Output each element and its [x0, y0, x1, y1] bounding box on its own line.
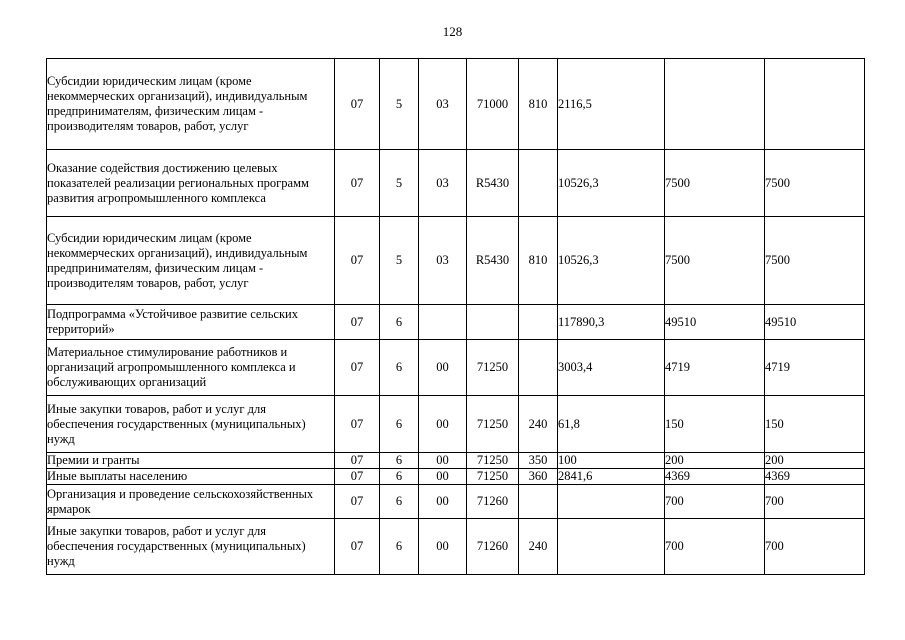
event-code-cell: 00 [419, 340, 467, 396]
expense-type-cell: 360 [519, 469, 558, 485]
subprogram-code-cell: 6 [380, 340, 419, 396]
amount-year3-cell: 700 [765, 485, 865, 519]
row-name-cell: Иные закупки товаров, работ и услуг для обеспечения государственных (муниципальных) нужд [47, 396, 335, 453]
row-name-cell: Субсидии юридическим лицам (кроме некоммерческих организаций), индивидуальным предпринимателям, физическим лицам - производителям товаров, работ, услуг [47, 59, 335, 150]
subprogram-code-cell: 6 [380, 469, 419, 485]
amount-year1-cell: 2116,5 [558, 59, 665, 150]
subprogram-code-cell: 6 [380, 305, 419, 340]
subprogram-code-cell: 5 [380, 59, 419, 150]
event-code-cell: 00 [419, 469, 467, 485]
expense-type-cell: 810 [519, 217, 558, 305]
section-code-cell: 07 [335, 519, 380, 575]
section-code-cell: 07 [335, 59, 380, 150]
amount-year2-cell: 4719 [665, 340, 765, 396]
row-name-cell: Материальное стимулирование работников и организаций агропромышленного комплекса и обслуживающих организаций [47, 340, 335, 396]
row-name-cell: Организация и проведение сельскохозяйственных ярмарок [47, 485, 335, 519]
target-article-cell [467, 305, 519, 340]
event-code-cell: 00 [419, 485, 467, 519]
row-name-cell: Премии и гранты [47, 453, 335, 469]
event-code-cell: 03 [419, 217, 467, 305]
amount-year1-cell: 3003,4 [558, 340, 665, 396]
section-code-cell: 07 [335, 305, 380, 340]
expense-type-cell: 240 [519, 396, 558, 453]
amount-year2-cell: 200 [665, 453, 765, 469]
amount-year1-cell: 61,8 [558, 396, 665, 453]
section-code-cell: 07 [335, 485, 380, 519]
table-row [47, 305, 865, 340]
target-article-cell: 71260 [467, 519, 519, 575]
expense-type-cell [519, 340, 558, 396]
table-row [47, 469, 865, 485]
amount-year3-cell: 7500 [765, 150, 865, 217]
amount-year2-cell: 700 [665, 519, 765, 575]
table-row [47, 217, 865, 305]
table-row [47, 59, 865, 150]
expense-type-cell: 350 [519, 453, 558, 469]
event-code-cell [419, 305, 467, 340]
amount-year1-cell: 2841,6 [558, 469, 665, 485]
table-row [47, 485, 865, 519]
amount-year3-cell: 150 [765, 396, 865, 453]
amount-year2-cell: 7500 [665, 150, 765, 217]
event-code-cell: 03 [419, 150, 467, 217]
subprogram-code-cell: 6 [380, 453, 419, 469]
amount-year2-cell: 7500 [665, 217, 765, 305]
amount-year1-cell: 117890,3 [558, 305, 665, 340]
amount-year1-cell [558, 519, 665, 575]
table-row [47, 453, 865, 469]
subprogram-code-cell: 5 [380, 150, 419, 217]
table-row [47, 519, 865, 575]
budget-table-body [47, 59, 865, 575]
amount-year1-cell: 10526,3 [558, 150, 665, 217]
event-code-cell: 00 [419, 453, 467, 469]
target-article-cell: R5430 [467, 150, 519, 217]
amount-year3-cell: 49510 [765, 305, 865, 340]
amount-year3-cell: 4719 [765, 340, 865, 396]
expense-type-cell [519, 305, 558, 340]
amount-year1-cell [558, 485, 665, 519]
table-row [47, 340, 865, 396]
row-name-cell: Иные выплаты населению [47, 469, 335, 485]
amount-year3-cell [765, 59, 865, 150]
amount-year1-cell: 100 [558, 453, 665, 469]
row-name-cell: Субсидии юридическим лицам (кроме некоммерческих организаций), индивидуальным предпринимателям, физическим лицам - производителям товаров, работ, услуг [47, 217, 335, 305]
amount-year3-cell: 4369 [765, 469, 865, 485]
subprogram-code-cell: 5 [380, 217, 419, 305]
amount-year1-cell: 10526,3 [558, 217, 665, 305]
table-row [47, 150, 865, 217]
expense-type-cell [519, 150, 558, 217]
subprogram-code-cell: 6 [380, 519, 419, 575]
section-code-cell: 07 [335, 396, 380, 453]
subprogram-code-cell: 6 [380, 396, 419, 453]
row-name-cell: Оказание содействия достижению целевых показателей реализации региональных программ развития агропромышленного комплекса [47, 150, 335, 217]
amount-year2-cell: 150 [665, 396, 765, 453]
target-article-cell: 71250 [467, 340, 519, 396]
target-article-cell: 71250 [467, 469, 519, 485]
target-article-cell: 71250 [467, 396, 519, 453]
target-article-cell: 71260 [467, 485, 519, 519]
table-row [47, 396, 865, 453]
row-name-cell: Подпрограмма «Устойчивое развитие сельских территорий» [47, 305, 335, 340]
amount-year2-cell [665, 59, 765, 150]
target-article-cell: 71250 [467, 453, 519, 469]
page-number: 128 [442, 24, 463, 39]
event-code-cell: 00 [419, 519, 467, 575]
expense-type-cell: 240 [519, 519, 558, 575]
amount-year3-cell: 7500 [765, 217, 865, 305]
amount-year3-cell: 200 [765, 453, 865, 469]
target-article-cell: R5430 [467, 217, 519, 305]
target-article-cell: 71000 [467, 59, 519, 150]
expense-type-cell [519, 485, 558, 519]
expense-type-cell: 810 [519, 59, 558, 150]
section-code-cell: 07 [335, 453, 380, 469]
amount-year3-cell: 700 [765, 519, 865, 575]
event-code-cell: 03 [419, 59, 467, 150]
subprogram-code-cell: 6 [380, 485, 419, 519]
budget-table [46, 58, 865, 575]
section-code-cell: 07 [335, 340, 380, 396]
amount-year2-cell: 700 [665, 485, 765, 519]
section-code-cell: 07 [335, 469, 380, 485]
section-code-cell: 07 [335, 150, 380, 217]
row-name-cell: Иные закупки товаров, работ и услуг для обеспечения государственных (муниципальных) нужд [47, 519, 335, 575]
event-code-cell: 00 [419, 396, 467, 453]
amount-year2-cell: 49510 [665, 305, 765, 340]
section-code-cell: 07 [335, 217, 380, 305]
amount-year2-cell: 4369 [665, 469, 765, 485]
